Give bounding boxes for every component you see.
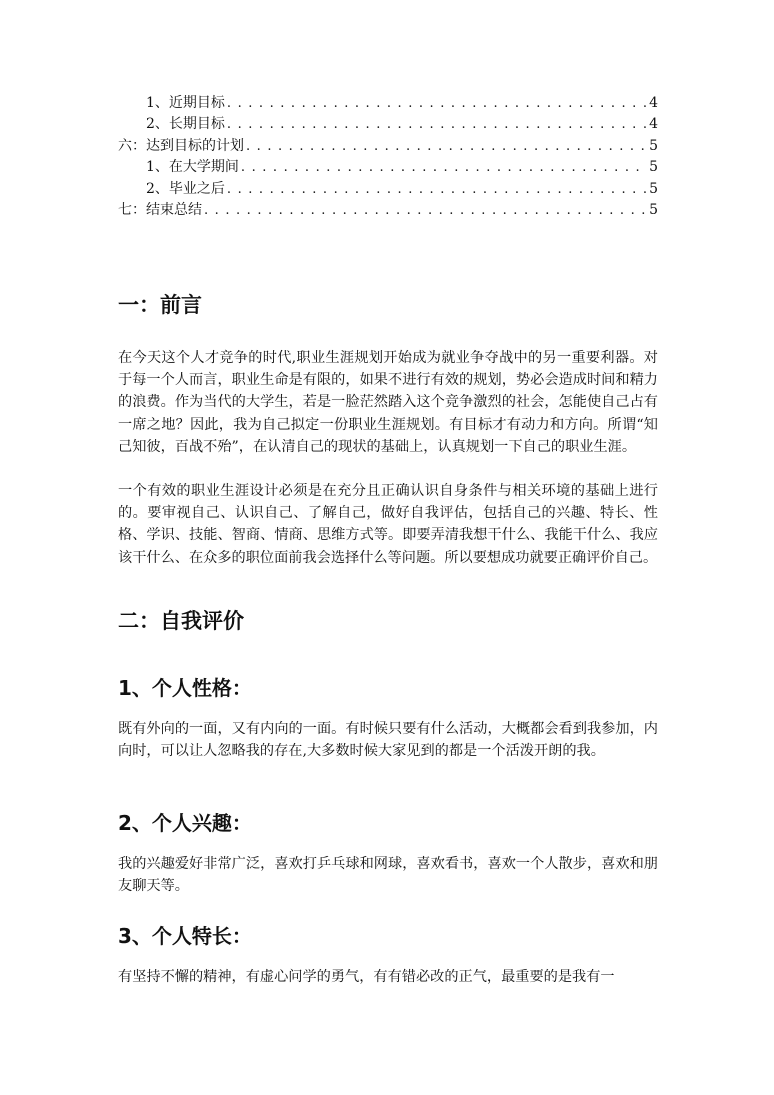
subheading-personality: 1、个人性格： [118,676,252,700]
toc-leader-dots [227,93,646,114]
table-of-contents [118,92,658,221]
toc-entry[interactable] [118,135,658,157]
toc-entry-page: 5 [649,137,658,154]
strengths-paragraph: 有坚持不懈的精神，有虚心问学的勇气，有有错必改的正气，最重要的是我有一 [118,969,615,985]
preface-paragraph-1: 在今天这个人才竞争的时代,职业生涯规划开始成为就业争夺战中的另一重要利器。对于每一个人而言，职业生命是有限的，如果不进行有效的规划，势必会造成时间和精力的浪费。作为当代的大学生，若是一脸茫然踏入这个竞争激烈的社会，怎能使自己占有一席之地？因此，我为自己拟定一份职业生涯规划。有目标才有动力和方向。所谓“知己知彼，百战不殆”，在认清自己的现状的基础上，认真规划一下自己的职业生涯。 [118,350,658,455]
toc-entry[interactable] [118,157,658,179]
toc-entry-label: 六：达到目标的计划 [118,137,244,154]
toc-entry-page: 5 [649,180,658,197]
toc-leader-dots [241,157,646,178]
toc-entry-page: 5 [649,159,658,175]
toc-entry[interactable] [118,178,658,200]
toc-entry-page: 5 [649,202,658,218]
toc-leader-dots [227,114,646,135]
personality-paragraph: 既有外向的一面，又有内向的一面。有时候只要有什么活动，大概都会看到我参加，内向时，可以让人忽略我的存在,大多数时候大家见到的都是一个活泼开朗的我。 [118,721,658,760]
toc-entry[interactable] [118,200,658,222]
preface-paragraph-2: 一个有效的职业生涯设计必须是在充分且正确认识自身条件与相关环境的基础上进行的。要审视自己、认识自己、了解自己，做好自我评估，包括自己的兴趣、特长、性格、学识、技能、智商、情商、思维方式等。即要弄清我想干什么、我能干什么、我应该干什么、在众多的职位面前我会选择什么等问题。所以要想成功就要正确评价自己。 [118,483,658,566]
toc-entry-label: 1、近期目标 [146,94,225,111]
section-heading-self-evaluation: 二：自我评价 [118,609,244,633]
section-heading-preface: 一：前言 [118,293,202,317]
toc-entry-label: 2、毕业之后 [146,180,225,197]
subheading-interests: 2、个人兴趣： [118,811,252,835]
toc-entry-page: 4 [649,94,658,111]
toc-entry-page: 4 [649,116,658,132]
toc-entry-label: 1、在大学期间 [146,159,239,175]
subheading-strengths: 3、个人特长： [118,924,252,948]
toc-entry[interactable] [118,92,658,114]
interests-paragraph: 我的兴趣爱好非常广泛，喜欢打乒乓球和网球，喜欢看书，喜欢一个人散步，喜欢和朋友聊天等。 [118,856,658,895]
toc-entry-label: 2、长期目标 [146,116,225,132]
toc-leader-dots [246,136,646,157]
toc-leader-dots [227,179,646,200]
toc-entry-label: 七：结束总结 [118,202,202,218]
toc-entry[interactable] [118,114,658,136]
toc-leader-dots [204,200,646,221]
